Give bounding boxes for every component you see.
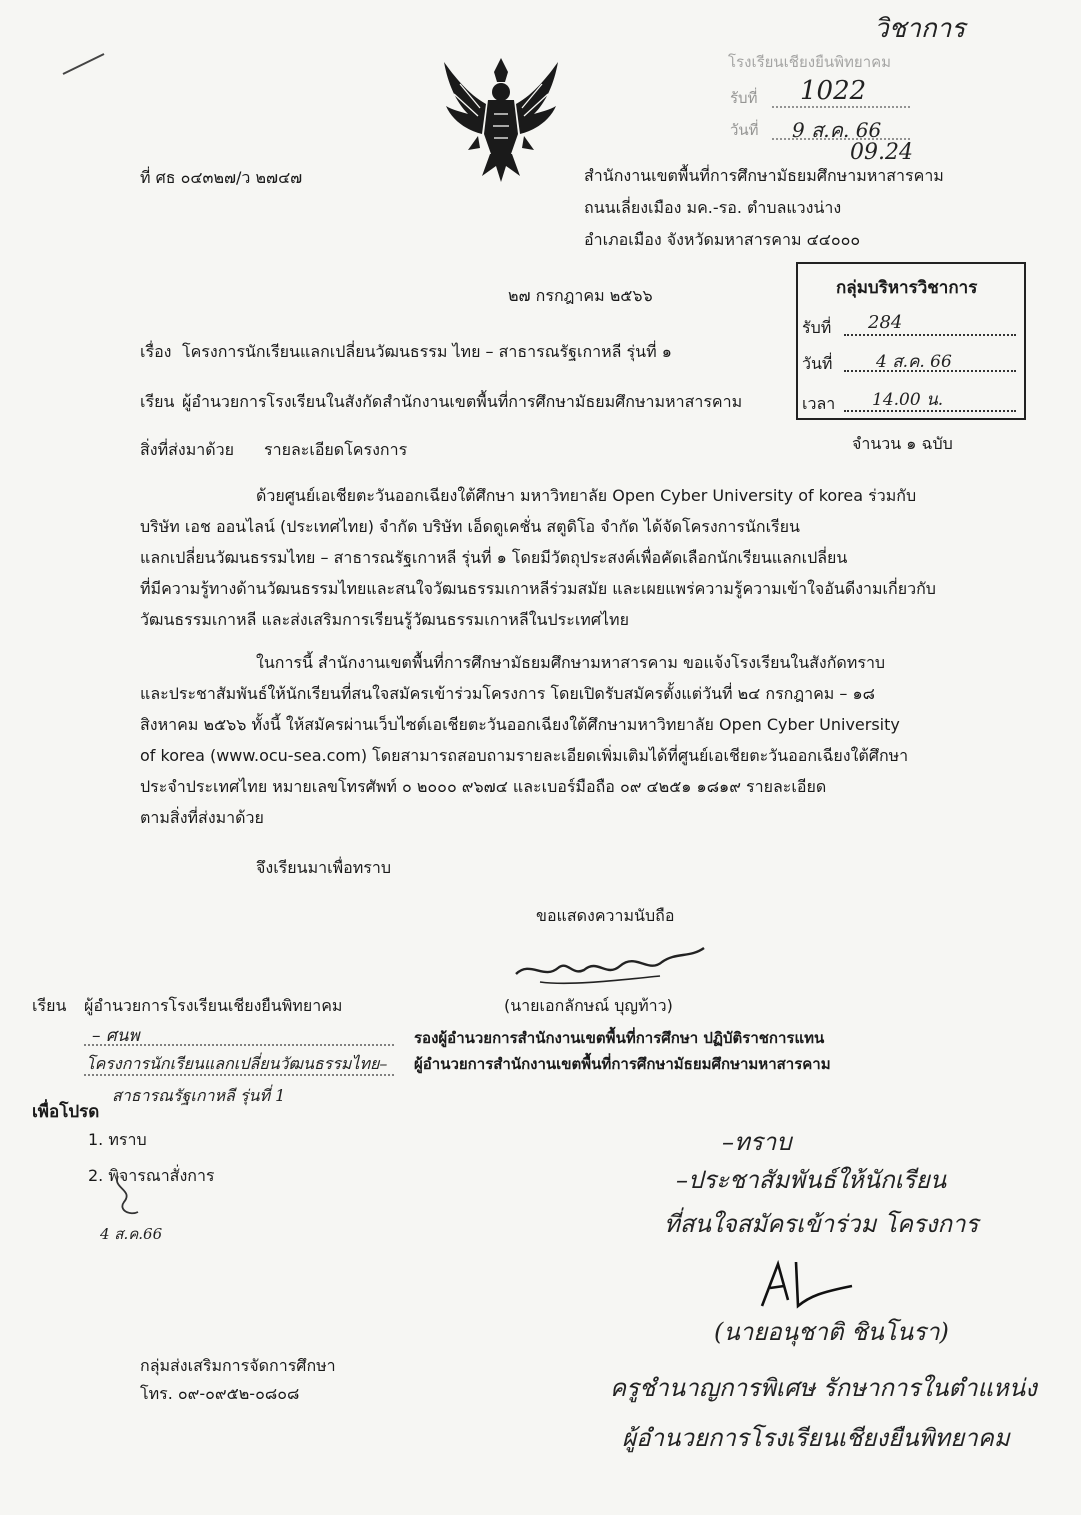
org-address-line-1: สำนักงานเขตพื้นที่การศึกษามัธยมศึกษามหาสารคาม (584, 166, 944, 185)
routing-purpose-label: เพื่อโปรด (32, 1102, 100, 1122)
para2-line: สิงหาคม ๒๕๖๖ ทั้งนี้ ให้สมัครผ่านเว็บไซต์เอเชียตะวันออกเฉียงใต้ศึกษามหาวิทยาลัย Open Cyber University (140, 715, 900, 734)
subject-text: โครงการนักเรียนแลกเปลี่ยนวัฒนธรรม ไทย – สาธารณรัฐเกาหลี รุ่นที่ ๑ (182, 342, 672, 361)
routing-date: 4 ส.ค.66 (100, 1225, 163, 1243)
academic-stamp-received-value: 284 (868, 312, 903, 333)
routing-item-1: 1. ทราบ (88, 1130, 147, 1149)
routing-item-2: 2. พิจารณาสั่งการ (88, 1166, 215, 1185)
routing-to-label: เรียน (32, 996, 67, 1015)
para2-line: of korea (www.ocu-sea.com) โดยสามารถสอบถามรายละเอียดเพิ่มเติมได้ที่ศูนย์เอเชียตะวันออกเฉียงใต้ศึกษา (140, 746, 909, 765)
director-note-line-3: ที่สนใจสมัครเข้าร่วม โครงการ (664, 1210, 979, 1238)
stamp-school-name: โรงเรียนเชียงยืนพิทยาคม (728, 53, 892, 71)
signature-mark-icon (510, 940, 710, 1000)
academic-stamp-time-value: 14.00 น. (872, 390, 944, 410)
routing-hand-line-1: – ศนพ (92, 1026, 140, 1046)
pen-mark-icon (60, 50, 110, 80)
routing-hand-line-3: สาธารณรัฐเกาหลี รุ่นที่ 1 (112, 1086, 286, 1105)
para2-line: ประจำประเทศไทย หมายเลขโทรศัพท์ ๐ ๒๐๐๐ ๙๖๗๔ และเบอร์มือถือ ๐๙ ๔๒๕๑ ๑๘๑๙ รายละเอียด (140, 777, 827, 796)
para2-line: ในการนี้ สำนักงานเขตพื้นที่การศึกษามัธยมศึกษามหาสารคาม ขอแจ้งโรงเรียนในสังกัดทราบ (256, 653, 886, 672)
para1-line: ด้วยศูนย์เอเชียตะวันออกเฉียงใต้ศึกษา มหาวิทยาลัย Open Cyber University of korea ร่วมกับ (256, 486, 917, 505)
footer-department: กลุ่มส่งเสริมการจัดการศึกษา (140, 1356, 336, 1375)
director-note-line-1: –ทราบ (722, 1128, 792, 1156)
stamp-received-no: 1022 (800, 76, 867, 106)
academic-stamp-title: กลุ่มบริหารวิชาการ (836, 278, 978, 298)
para1-line: วัฒนธรรมเกาหลี และส่งเสริมการเรียนรู้วัฒนธรรมเกาหลีในประเทศไทย (140, 610, 629, 629)
director-name: (นายอนุชาติ ชินโนรา) (714, 1318, 949, 1346)
para2-line: และประชาสัมพันธ์ให้นักเรียนที่สนใจสมัครเข้าร่วมโครงการ โดยเปิดรับสมัครตั้งแต่วันที่ ๒๔ กรกฎาคม – ๑๘ (140, 684, 875, 703)
stamp-time: 09.24 (850, 140, 913, 165)
para1-line: แลกเปลี่ยนวัฒนธรรมไทย – สาธารณรัฐเกาหลี รุ่นที่ ๑ โดยมีวัตถุประสงค์เพื่อคัดเลือกนักเรียนแลกเปลี่ยน (140, 548, 848, 567)
recipient-text: ผู้อำนวยการโรงเรียนในสังกัดสำนักงานเขตพื้นที่การศึกษามัธยมศึกษามหาสารคาม (182, 392, 743, 411)
subject-label: เรื่อง (140, 342, 172, 361)
director-position-2: ผู้อำนวยการโรงเรียนเชียงยืนพิทยาคม (622, 1424, 1010, 1452)
director-note-line-2: –ประชาสัมพันธ์ให้นักเรียน (676, 1166, 947, 1194)
stamp-received-no-label: รับที่ (730, 89, 758, 107)
para2-line: ตามสิ่งที่ส่งมาด้วย (140, 808, 264, 827)
attachment-count: จำนวน ๑ ฉบับ (852, 434, 953, 453)
routing-to-text: ผู้อำนวยการโรงเรียนเชียงยืนพิทยาคม (84, 996, 343, 1015)
academic-stamp-date-label: วันที่ (802, 354, 833, 373)
director-position-1: ครูชำนาญการพิเศษ รักษาการในตำแหน่ง (610, 1374, 1037, 1402)
academic-stamp-date-value: 4 ส.ค. 66 (876, 352, 952, 372)
garuda-emblem-icon (438, 54, 564, 186)
closing-line: จึงเรียนมาเพื่อทราบ (256, 858, 391, 877)
para1-line: บริษัท เอช ออนไลน์ (ประเทศไทย) จำกัด บริษัท เอ็ดดูเคชั่น สตูดิโอ จำกัด ได้จัดโครงการนักเรียน (140, 517, 800, 536)
academic-stamp-time-label: เวลา (802, 394, 836, 413)
footer-telephone: โทร. ๐๙-๐๙๕๒-๐๘๐๘ (140, 1384, 300, 1403)
corner-dept-note: วิชาการ (874, 14, 966, 44)
signer-name: (นายเอกลักษณ์ บุญท้าว) (504, 996, 673, 1015)
letter-date: ๒๗ กรกฎาคม ๒๕๖๖ (508, 286, 653, 305)
attachment-label: สิ่งที่ส่งมาด้วย (140, 440, 234, 459)
signer-position-1: รองผู้อำนวยการสำนักงานเขตพื้นที่การศึกษา ปฏิบัติราชการแทน (414, 1029, 825, 1047)
academic-stamp-received-label: รับที่ (802, 318, 832, 337)
body-paragraph-2 (140, 647, 972, 833)
body-paragraph-1 (140, 480, 972, 635)
director-signature-icon (754, 1256, 864, 1316)
org-address-line-3: อำเภอเมือง จังหวัดมหาสารคาม ๔๔๐๐๐ (584, 230, 861, 249)
routing-initial-icon (104, 1172, 154, 1222)
para1-line: ที่มีความรู้ทางด้านวัฒนธรรมไทยและสนใจวัฒนธรรมเกาหลีร่วมสมัย และเผยแพร่ความรู้ความเข้าใจอันดีงามเกี่ยวกับ (140, 579, 936, 598)
stamp-date: 9 ส.ค. 66 (792, 118, 882, 142)
regards-text: ขอแสดงความนับถือ (536, 906, 675, 925)
attachment-text: รายละเอียดโครงการ (264, 440, 408, 459)
org-address-line-2: ถนนเลี่ยงเมือง มค.-รอ. ตำบลแวงน่าง (584, 198, 842, 217)
stamp-date-label: วันที่ (730, 121, 759, 139)
routing-hand-line-2: โครงการนักเรียนแลกเปลี่ยนวัฒนธรรมไทย– (86, 1054, 388, 1073)
signer-position-2: ผู้อำนวยการสำนักงานเขตพื้นที่การศึกษามัธยมศึกษามหาสารคาม (414, 1055, 831, 1073)
recipient-label: เรียน (140, 392, 175, 411)
document-number: ที่ ศธ ๐๔๓๒๗/ว ๒๗๔๗ (140, 168, 303, 187)
